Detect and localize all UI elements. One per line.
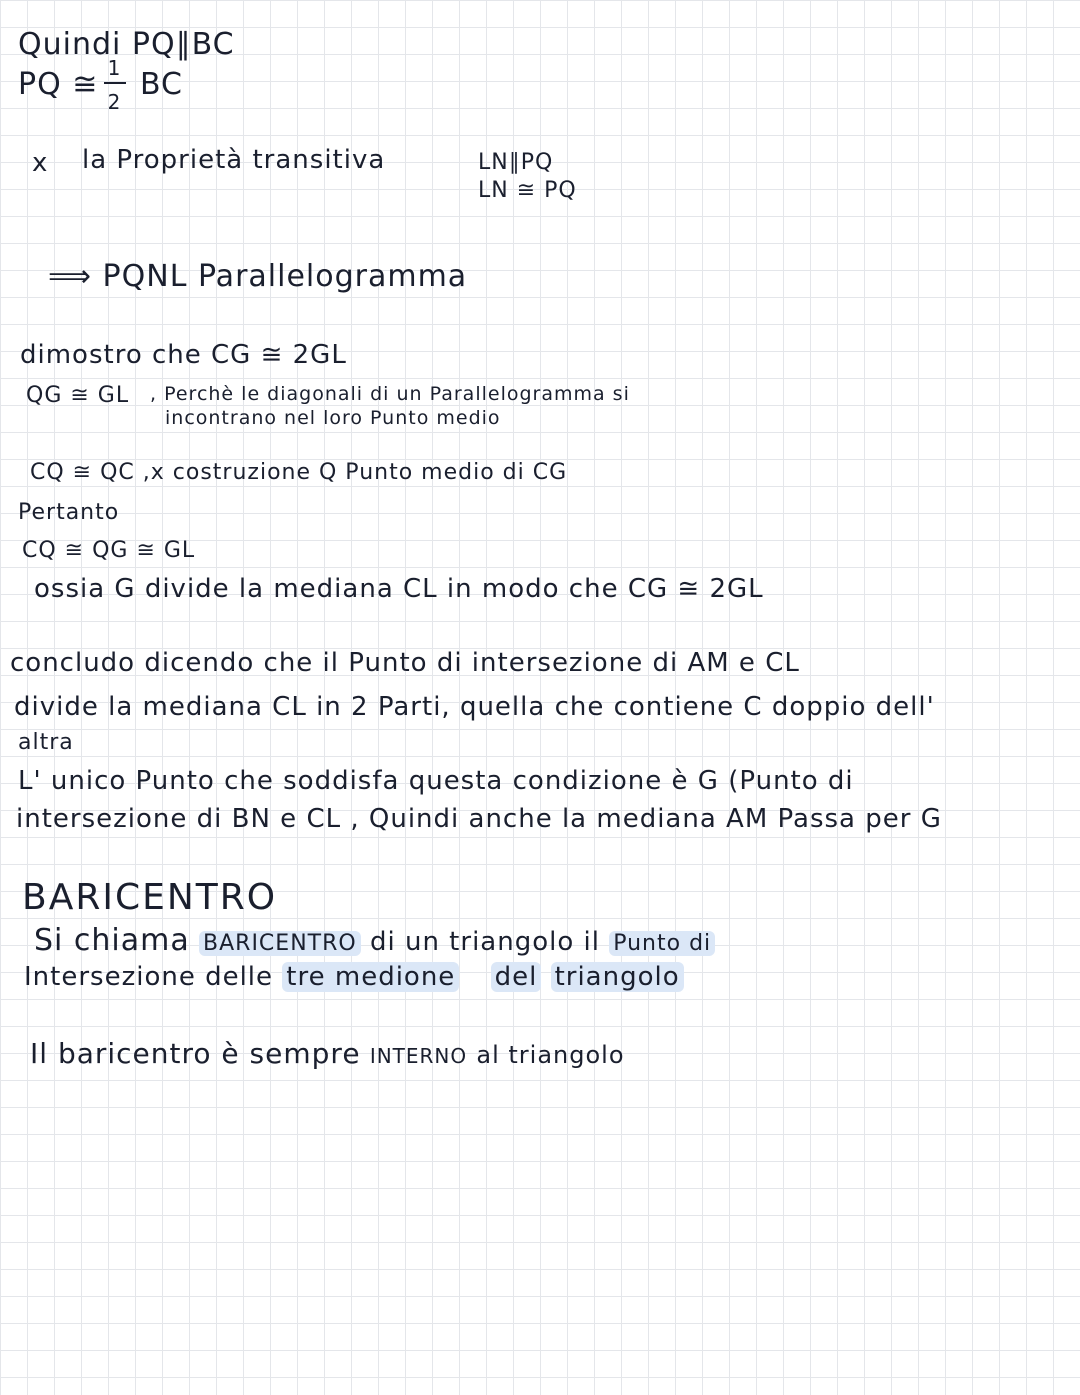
demo-line-qg: QG ≅ GL	[26, 383, 130, 408]
definition-line-2	[24, 964, 684, 990]
final-al-triangolo: al triangolo	[476, 1041, 625, 1069]
definition-baricentro-highlight: BARICENTRO	[199, 931, 361, 956]
definition-tre-mediane-highlight: tre medione	[282, 962, 459, 992]
definition-punto-highlight: Punto di	[609, 931, 715, 956]
definition-di-un-triangolo: di un triangolo il	[369, 927, 600, 957]
final-baricentro-sempre: Il baricentro è sempre	[30, 1037, 361, 1070]
note-transitive: la Proprietà transitiva	[82, 145, 386, 175]
demo-line-diagonals: , Perchè le diagonali di un Parallelogramma si	[150, 383, 630, 405]
demo-pertanto: Pertanto	[18, 500, 120, 525]
note-relation-congruent: LN ≅ PQ	[478, 178, 577, 203]
conclusion-parallelogram: ⟹ PQNL Parallelogramma	[48, 259, 468, 294]
final-interno: INTERNO	[369, 1044, 468, 1068]
demo-line-chain: CQ ≅ QG ≅ GL	[22, 538, 196, 563]
para-unique-line-1: L' unico Punto che soddisfa questa condizione è G (Punto di	[18, 766, 854, 796]
definition-del-highlight: del	[491, 962, 542, 992]
demo-line-midpoint: incontrano nel loro Punto medio	[165, 407, 501, 429]
fraction-denominator: 2	[107, 90, 121, 114]
note-line-parallel: Quindi PQ∥BC	[18, 27, 235, 62]
para-conclusion-line-1: concludo dicendo che il Punto di intersezione di AM e CL	[10, 648, 800, 678]
note-line-half-rhs: BC	[140, 67, 184, 102]
para-conclusion-line-2: divide la mediana CL in 2 Parti, quella che contiene C doppio dell'	[14, 692, 935, 722]
definition-si-chiama: Si chiama	[34, 923, 190, 958]
definition-line-1	[34, 923, 715, 958]
para-unique-line-2: intersezione di BN e CL , Quindi anche la mediana AM Passa per G	[16, 804, 942, 834]
demo-line-cq: CQ ≅ QC ,x costruzione Q Punto medio di CG	[30, 460, 568, 485]
demo-line-ossia: ossia G divide la mediana CL in modo che CG ≅ 2GL	[34, 574, 764, 604]
fraction-numerator: 1	[107, 56, 121, 80]
final-statement	[30, 1037, 625, 1070]
note-line-half-lhs: PQ ≅	[18, 67, 99, 102]
definition-intersezione: Intersezione delle	[24, 962, 274, 992]
demo-title: dimostro che CG ≅ 2GL	[20, 340, 347, 370]
note-relation-parallel: LN∥PQ	[478, 150, 554, 175]
definition-triangolo-highlight: triangolo	[551, 962, 684, 992]
note-prefix-x: x	[32, 148, 49, 178]
section-title-baricentro: BARICENTRO	[22, 877, 278, 918]
para-conclusion-line-3: altra	[18, 730, 74, 755]
fraction-bar	[104, 82, 126, 84]
